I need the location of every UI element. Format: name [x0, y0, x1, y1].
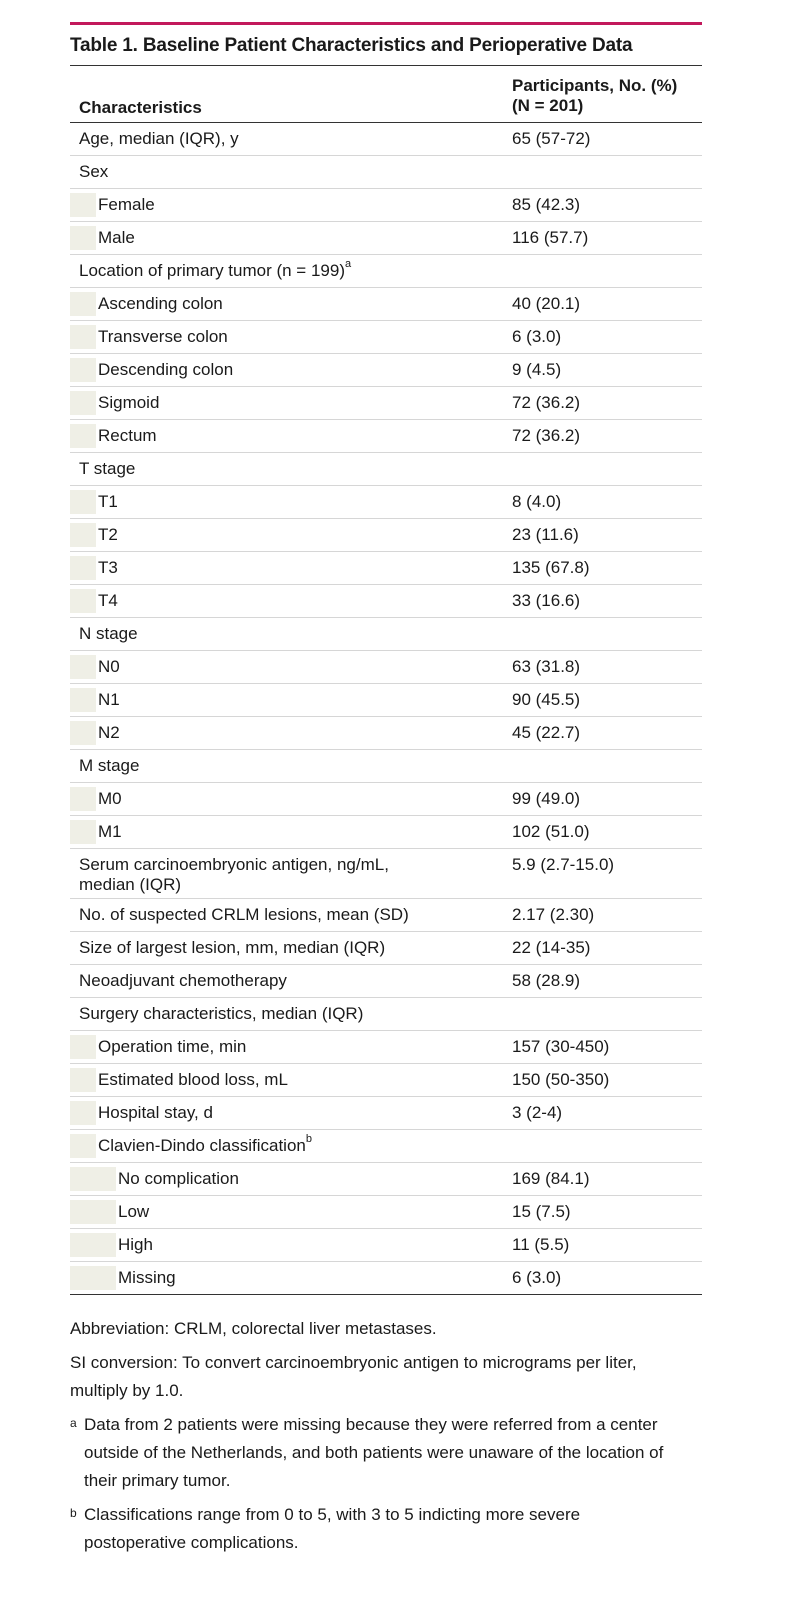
row-value: 102 (51.0): [512, 822, 590, 841]
row-indent-marker: [70, 589, 96, 613]
table-title: Table 1. Baseline Patient Characteristics and Perioperative Data: [70, 25, 702, 66]
abbreviation-note: Abbreviation: CRLM, colorectal liver metastases.: [70, 1319, 437, 1338]
row-label: [98, 1133, 312, 1156]
table-row: [70, 998, 702, 1031]
row-value: 169 (84.1): [512, 1169, 590, 1188]
row-value: 40 (20.1): [512, 294, 581, 313]
row-value: 135 (67.8): [512, 558, 590, 577]
row-label: [98, 195, 155, 215]
row-label: [98, 294, 223, 314]
row-indent-marker: [70, 193, 96, 217]
row-label: [98, 558, 118, 578]
table-row: [70, 849, 702, 899]
footnote-b: [70, 1501, 706, 1557]
table-container: [70, 22, 702, 1295]
row-label-text: High: [118, 1235, 153, 1254]
header-participants-line1: Participants, No. (%): [512, 76, 678, 95]
row-label-text: N1: [98, 690, 120, 709]
row-value: 22 (14-35): [512, 938, 591, 957]
row-label: [98, 1070, 288, 1090]
row-indent-marker: [70, 358, 96, 382]
row-value: 99 (49.0): [512, 789, 581, 808]
row-value: 85 (42.3): [512, 195, 581, 214]
table-row: [70, 453, 702, 486]
row-label: [98, 228, 135, 248]
table-row: [70, 684, 702, 717]
footnote-line: postoperative complications.: [84, 1533, 299, 1552]
table-row: [70, 585, 702, 618]
row-label-text: M1: [98, 822, 122, 841]
row-label-text: Operation time, min: [98, 1037, 247, 1056]
row-label-text: Location of primary tumor (n = 199): [79, 261, 345, 280]
row-label-text: N2: [98, 723, 120, 742]
footnote-a: [70, 1411, 706, 1495]
row-label-text: Sex: [79, 162, 109, 181]
table-row: [70, 1097, 702, 1130]
row-value: 8 (4.0): [512, 492, 562, 511]
table-row: [70, 1163, 702, 1196]
row-label-text: No complication: [118, 1169, 239, 1188]
table-row: [70, 519, 702, 552]
row-value: 2.17 (2.30): [512, 905, 595, 924]
row-label: [98, 789, 122, 809]
row-indent-marker: [70, 1266, 116, 1290]
table-row: [70, 189, 702, 222]
row-label: [98, 360, 233, 380]
table-row: [70, 750, 702, 783]
si-conversion-note: [70, 1349, 706, 1405]
row-label-text: T4: [98, 591, 118, 610]
row-label-text: Neoadjuvant chemotherapy: [79, 971, 287, 990]
row-value: 58 (28.9): [512, 971, 581, 990]
table-row: [70, 321, 702, 354]
footnote-reference: b: [305, 1133, 312, 1146]
table-row: [70, 288, 702, 321]
row-label: [98, 1103, 213, 1123]
table-row: [70, 1229, 702, 1262]
row-label-text: Female: [98, 195, 155, 214]
footnote-line: Classifications range from 0 to 5, with 3 to 5 indicting more severe: [84, 1505, 581, 1524]
table-row: [70, 1064, 702, 1097]
row-label-text: Age, median (IQR), y: [79, 129, 239, 148]
row-value: 15 (7.5): [512, 1202, 571, 1221]
row-label-text: Hospital stay, d: [98, 1103, 213, 1122]
footnote-mark: a: [70, 1416, 77, 1430]
row-label-text: T2: [98, 525, 118, 544]
row-label-text: M0: [98, 789, 122, 808]
table-row: [70, 1196, 702, 1229]
footnote-line: outside of the Netherlands, and both patients were unaware of the location of: [84, 1443, 664, 1462]
table-notes: [70, 1315, 706, 1557]
row-label-text: Male: [98, 228, 135, 247]
row-indent-marker: [70, 424, 96, 448]
row-value: 33 (16.6): [512, 591, 581, 610]
row-label: [79, 855, 389, 895]
row-label-text: Sigmoid: [98, 393, 160, 412]
row-value: 157 (30-450): [512, 1037, 610, 1056]
row-label-text: T3: [98, 558, 118, 577]
row-label: [79, 162, 108, 182]
table-body: [70, 123, 702, 1295]
table-row: [70, 932, 702, 965]
row-indent-marker: [70, 1233, 116, 1257]
row-label: [98, 327, 228, 347]
row-indent-marker: [70, 556, 96, 580]
row-label: [98, 492, 118, 512]
row-indent-marker: [70, 292, 96, 316]
row-label: [98, 525, 118, 545]
row-label: [118, 1268, 176, 1288]
header-participants: [512, 76, 677, 116]
row-label-text: N stage: [79, 624, 138, 643]
table-row: [70, 783, 702, 816]
row-label: [79, 905, 409, 925]
si-conversion-line: SI conversion: To convert carcinoembryonic antigen to micrograms per liter,: [70, 1353, 637, 1372]
row-indent-marker: [70, 1101, 96, 1125]
footnote-line: Data from 2 patients were missing because they were referred from a center: [84, 1415, 658, 1434]
row-indent-marker: [70, 787, 96, 811]
header-characteristics: Characteristics: [79, 98, 202, 117]
row-label: [79, 258, 352, 281]
table-row: [70, 816, 702, 849]
row-label: [98, 723, 120, 743]
table-row: [70, 651, 702, 684]
table-row: [70, 1031, 702, 1064]
row-label: [98, 426, 157, 446]
table-row: [70, 156, 702, 189]
row-indent-marker: [70, 820, 96, 844]
row-label: [118, 1235, 153, 1255]
row-label-text: Transverse colon: [98, 327, 228, 346]
table-row: [70, 123, 702, 156]
row-label: [98, 822, 122, 842]
row-value: 11 (5.5): [512, 1235, 570, 1254]
row-value: 150 (50-350): [512, 1070, 610, 1089]
row-label: [79, 459, 135, 479]
row-indent-marker: [70, 1035, 96, 1059]
row-label: [79, 624, 138, 644]
row-label-text: Rectum: [98, 426, 157, 445]
row-value: 116 (57.7): [512, 228, 589, 247]
row-label-text: T1: [98, 492, 118, 511]
footnote-reference: a: [344, 258, 352, 271]
row-indent-marker: [70, 325, 96, 349]
row-indent-marker: [70, 523, 96, 547]
row-indent-marker: [70, 1200, 116, 1224]
row-label: [79, 971, 287, 991]
table-row: [70, 1130, 702, 1163]
row-indent-marker: [70, 490, 96, 514]
row-value: 6 (3.0): [512, 327, 562, 346]
row-label: [79, 129, 239, 149]
row-label: [98, 690, 120, 710]
row-label-text: Ascending colon: [98, 294, 223, 313]
row-value: 9 (4.5): [512, 360, 562, 379]
table-row: [70, 354, 702, 387]
row-label: [98, 393, 159, 413]
row-value: 65 (57-72): [512, 129, 591, 148]
row-label-text: Estimated blood loss, mL: [98, 1070, 288, 1089]
row-label-text: Clavien-Dindo classification: [98, 1136, 306, 1155]
row-label-text: N0: [98, 657, 120, 676]
row-value: 3 (2-4): [512, 1103, 563, 1122]
footnote-mark: b: [70, 1506, 77, 1520]
row-value: 72 (36.2): [512, 393, 581, 412]
row-indent-marker: [70, 1068, 96, 1092]
row-value: 45 (22.7): [512, 723, 581, 742]
row-label: [118, 1169, 239, 1189]
si-conversion-line: multiply by 1.0.: [70, 1381, 184, 1400]
table-row: [70, 899, 702, 932]
row-label: [79, 756, 139, 776]
row-label-text: No. of suspected CRLM lesions, mean (SD): [79, 905, 409, 924]
row-value: 90 (45.5): [512, 690, 581, 709]
table-row: [70, 255, 702, 288]
table-row: [70, 420, 702, 453]
row-indent-marker: [70, 688, 96, 712]
row-value: 23 (11.6): [512, 525, 579, 544]
row-label-text: Surgery characteristics, median (IQR): [79, 1004, 364, 1023]
table-row: [70, 965, 702, 998]
header-participants-line2: (N = 201): [512, 96, 584, 115]
table-row: [70, 387, 702, 420]
table-row: [70, 717, 702, 750]
row-label: [79, 1004, 363, 1024]
table-row: [70, 552, 702, 585]
table-row: [70, 222, 702, 255]
row-label: [98, 1037, 246, 1057]
row-value: 6 (3.0): [512, 1268, 562, 1287]
row-indent-marker: [70, 1134, 96, 1158]
row-indent-marker: [70, 391, 96, 415]
row-label-text: Descending colon: [98, 360, 234, 379]
row-label-text: Low: [118, 1202, 150, 1221]
row-value: 63 (31.8): [512, 657, 581, 676]
table-row: [70, 618, 702, 651]
row-indent-marker: [70, 655, 96, 679]
table-row: [70, 486, 702, 519]
row-indent-marker: [70, 721, 96, 745]
row-label: [118, 1202, 149, 1222]
row-label-text: M stage: [79, 756, 140, 775]
table-row: [70, 1262, 702, 1295]
row-value: 5.9 (2.7-15.0): [512, 855, 615, 874]
table-header: [70, 66, 702, 123]
row-value: 72 (36.2): [512, 426, 581, 445]
row-label-text: median (IQR): [79, 875, 182, 894]
row-label: [98, 657, 120, 677]
row-label-text: Size of largest lesion, mm, median (IQR): [79, 938, 386, 957]
row-indent-marker: [70, 226, 96, 250]
row-label-text: T stage: [79, 459, 136, 478]
footnote-line: their primary tumor.: [84, 1471, 231, 1490]
row-label: [98, 591, 118, 611]
row-label-text: Missing: [118, 1268, 176, 1287]
row-label: [79, 938, 385, 958]
row-indent-marker: [70, 1167, 116, 1191]
row-label-text: Serum carcinoembryonic antigen, ng/mL,: [79, 855, 389, 874]
